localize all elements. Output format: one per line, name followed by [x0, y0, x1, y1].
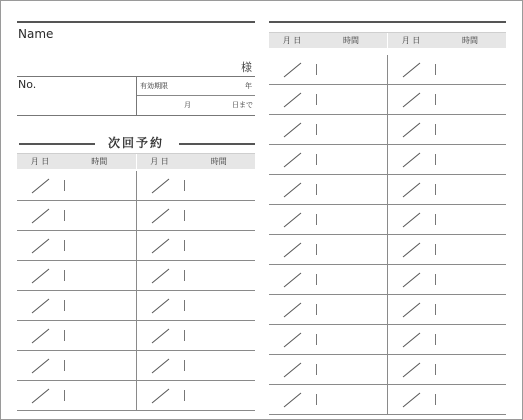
appointment-slot[interactable]: [387, 235, 506, 264]
time-separator-tick: [316, 304, 317, 315]
right-column-header: [269, 32, 506, 48]
honorific-label: 様: [241, 61, 252, 74]
appointment-row: [17, 351, 255, 381]
date-separator-slash-icon: [151, 358, 170, 374]
date-separator-slash-icon: [283, 362, 302, 378]
time-separator-tick: [435, 394, 436, 405]
time-separator-tick: [435, 124, 436, 135]
expiry-month-label: 月: [184, 101, 191, 109]
appointment-slot[interactable]: [269, 145, 387, 174]
time-separator-tick: [435, 274, 436, 285]
date-separator-slash-icon: [31, 178, 50, 194]
expiry-divider: [137, 95, 255, 96]
date-separator-slash-icon: [151, 208, 170, 224]
appointment-slot[interactable]: [269, 325, 387, 354]
time-separator-tick: [316, 124, 317, 135]
time-column-label: 時間: [210, 157, 227, 166]
date-separator-slash-icon: [283, 242, 302, 258]
time-column-label: 時間: [462, 36, 478, 45]
time-separator-tick: [184, 390, 185, 401]
left-column-header: [17, 153, 255, 169]
date-separator-slash-icon: [283, 122, 302, 138]
time-separator-tick: [184, 240, 185, 251]
info-section: [17, 77, 255, 116]
appointment-row: [17, 201, 255, 231]
left-appointment-grid: [17, 171, 255, 411]
time-separator-tick: [435, 94, 436, 105]
appointment-row: [269, 295, 506, 325]
date-separator-slash-icon: [402, 92, 421, 108]
time-separator-tick: [435, 304, 436, 315]
date-separator-slash-icon: [151, 388, 170, 404]
time-separator-tick: [64, 300, 65, 311]
appointment-slot[interactable]: [387, 205, 506, 234]
appointment-row: [269, 175, 506, 205]
time-separator-tick: [316, 64, 317, 75]
appointment-slot[interactable]: [17, 351, 136, 380]
appointment-row: [269, 145, 506, 175]
appointment-slot[interactable]: [387, 55, 506, 84]
time-separator-tick: [316, 214, 317, 225]
appointment-slot[interactable]: [269, 205, 387, 234]
date-separator-slash-icon: [31, 298, 50, 314]
appointment-slot[interactable]: [387, 355, 506, 384]
date-separator-slash-icon: [151, 328, 170, 344]
appointment-row: [269, 355, 506, 385]
time-separator-tick: [316, 334, 317, 345]
time-separator-tick: [316, 94, 317, 105]
date-column-label: 月 日: [401, 36, 421, 45]
name-label: Name: [18, 27, 54, 41]
date-separator-slash-icon: [402, 272, 421, 288]
date-separator-slash-icon: [402, 212, 421, 228]
appointment-row: [17, 321, 255, 351]
date-separator-slash-icon: [402, 392, 421, 408]
time-separator-tick: [184, 330, 185, 341]
appointment-slot[interactable]: [387, 295, 506, 324]
appointment-slot[interactable]: [269, 235, 387, 264]
next-appointment-title: 次回予約: [107, 136, 164, 150]
time-separator-tick: [64, 270, 65, 281]
time-separator-tick: [316, 184, 317, 195]
appointment-slot[interactable]: [269, 385, 387, 414]
date-separator-slash-icon: [31, 268, 50, 284]
time-separator-tick: [184, 300, 185, 311]
header-group: [387, 33, 506, 48]
next-appointment-heading: [17, 133, 255, 153]
date-separator-slash-icon: [402, 152, 421, 168]
time-separator-tick: [435, 244, 436, 255]
appointment-slot[interactable]: [17, 381, 136, 410]
date-separator-slash-icon: [283, 62, 302, 78]
appointment-slot[interactable]: [387, 385, 506, 414]
expiry-year-label: 年: [245, 82, 252, 90]
appointment-slot[interactable]: [136, 171, 256, 200]
date-column-label: 月 日: [30, 157, 50, 166]
appointment-slot[interactable]: [269, 175, 387, 204]
time-separator-tick: [184, 360, 185, 371]
header-group: [269, 33, 387, 48]
time-separator-tick: [64, 390, 65, 401]
appointment-slot[interactable]: [387, 175, 506, 204]
appointment-row: [17, 171, 255, 201]
appointment-slot[interactable]: [17, 261, 136, 290]
time-separator-tick: [435, 64, 436, 75]
left-panel: [17, 21, 255, 411]
appointment-slot[interactable]: [387, 145, 506, 174]
date-separator-slash-icon: [283, 92, 302, 108]
appointment-slot[interactable]: [387, 265, 506, 294]
appointment-slot[interactable]: [136, 291, 256, 320]
time-separator-tick: [64, 180, 65, 191]
date-separator-slash-icon: [151, 238, 170, 254]
appointment-slot[interactable]: [387, 325, 506, 354]
appointment-row: [269, 205, 506, 235]
date-separator-slash-icon: [283, 332, 302, 348]
time-separator-tick: [316, 364, 317, 375]
date-separator-slash-icon: [31, 358, 50, 374]
header-group: [17, 154, 136, 169]
date-column-label: 月 日: [282, 36, 302, 45]
appointment-row: [17, 261, 255, 291]
date-separator-slash-icon: [31, 238, 50, 254]
appointment-row: [17, 381, 255, 411]
right-appointment-grid: [269, 55, 506, 415]
appointment-slot[interactable]: [269, 115, 387, 144]
appointment-row: [269, 265, 506, 295]
date-separator-slash-icon: [283, 182, 302, 198]
time-separator-tick: [316, 394, 317, 405]
time-separator-tick: [184, 270, 185, 281]
appointment-slot[interactable]: [17, 171, 136, 200]
time-separator-tick: [435, 154, 436, 165]
time-separator-tick: [316, 154, 317, 165]
number-label: No.: [18, 78, 37, 91]
appointment-row: [269, 115, 506, 145]
appointment-slot[interactable]: [136, 351, 256, 380]
top-rule: [269, 21, 506, 23]
appointment-row: [17, 291, 255, 321]
date-separator-slash-icon: [402, 362, 421, 378]
appointment-slot[interactable]: [136, 261, 256, 290]
right-panel: [269, 21, 506, 415]
date-separator-slash-icon: [31, 328, 50, 344]
time-separator-tick: [435, 214, 436, 225]
date-separator-slash-icon: [402, 182, 421, 198]
date-separator-slash-icon: [151, 298, 170, 314]
time-column-label: 時間: [343, 36, 359, 45]
date-separator-slash-icon: [402, 302, 421, 318]
appointment-slot[interactable]: [136, 231, 256, 260]
date-separator-slash-icon: [283, 302, 302, 318]
date-separator-slash-icon: [402, 62, 421, 78]
date-separator-slash-icon: [402, 242, 421, 258]
expiry-box[interactable]: [136, 77, 255, 115]
expiry-until-label: 日まで: [232, 101, 253, 109]
date-separator-slash-icon: [283, 272, 302, 288]
date-separator-slash-icon: [402, 122, 421, 138]
appointment-row: [269, 85, 506, 115]
time-separator-tick: [184, 180, 185, 191]
date-column-label: 月 日: [150, 157, 169, 166]
date-separator-slash-icon: [31, 388, 50, 404]
time-separator-tick: [184, 210, 185, 221]
appointment-row: [269, 325, 506, 355]
appointment-slot[interactable]: [269, 265, 387, 294]
time-separator-tick: [316, 274, 317, 285]
date-separator-slash-icon: [402, 332, 421, 348]
appointment-slot[interactable]: [136, 321, 256, 350]
time-separator-tick: [64, 210, 65, 221]
appointment-slot[interactable]: [387, 115, 506, 144]
time-separator-tick: [64, 330, 65, 341]
appointment-row: [269, 55, 506, 85]
time-separator-tick: [435, 364, 436, 375]
time-separator-tick: [316, 244, 317, 255]
appointment-slot[interactable]: [17, 201, 136, 230]
time-separator-tick: [435, 184, 436, 195]
time-separator-tick: [435, 334, 436, 345]
appointment-slot[interactable]: [269, 85, 387, 114]
header-group: [136, 154, 256, 169]
appointment-slot[interactable]: [269, 295, 387, 324]
date-separator-slash-icon: [283, 392, 302, 408]
date-separator-slash-icon: [283, 152, 302, 168]
appointment-slot[interactable]: [269, 355, 387, 384]
appointment-row: [17, 231, 255, 261]
time-separator-tick: [64, 360, 65, 371]
time-column-label: 時間: [91, 157, 108, 166]
date-separator-slash-icon: [283, 212, 302, 228]
time-separator-tick: [64, 240, 65, 251]
appointment-slot[interactable]: [17, 291, 136, 320]
appointment-slot[interactable]: [17, 321, 136, 350]
appointment-slot[interactable]: [136, 201, 256, 230]
appointment-row: [269, 385, 506, 415]
appointment-slot[interactable]: [387, 85, 506, 114]
appointment-slot[interactable]: [17, 231, 136, 260]
appointment-slot[interactable]: [136, 381, 256, 410]
appointment-row: [269, 235, 506, 265]
date-separator-slash-icon: [151, 268, 170, 284]
date-separator-slash-icon: [31, 208, 50, 224]
date-separator-slash-icon: [151, 178, 170, 194]
name-field[interactable]: [17, 23, 255, 77]
expiry-label: 有効期限: [140, 82, 168, 90]
appointment-slot[interactable]: [269, 55, 387, 84]
